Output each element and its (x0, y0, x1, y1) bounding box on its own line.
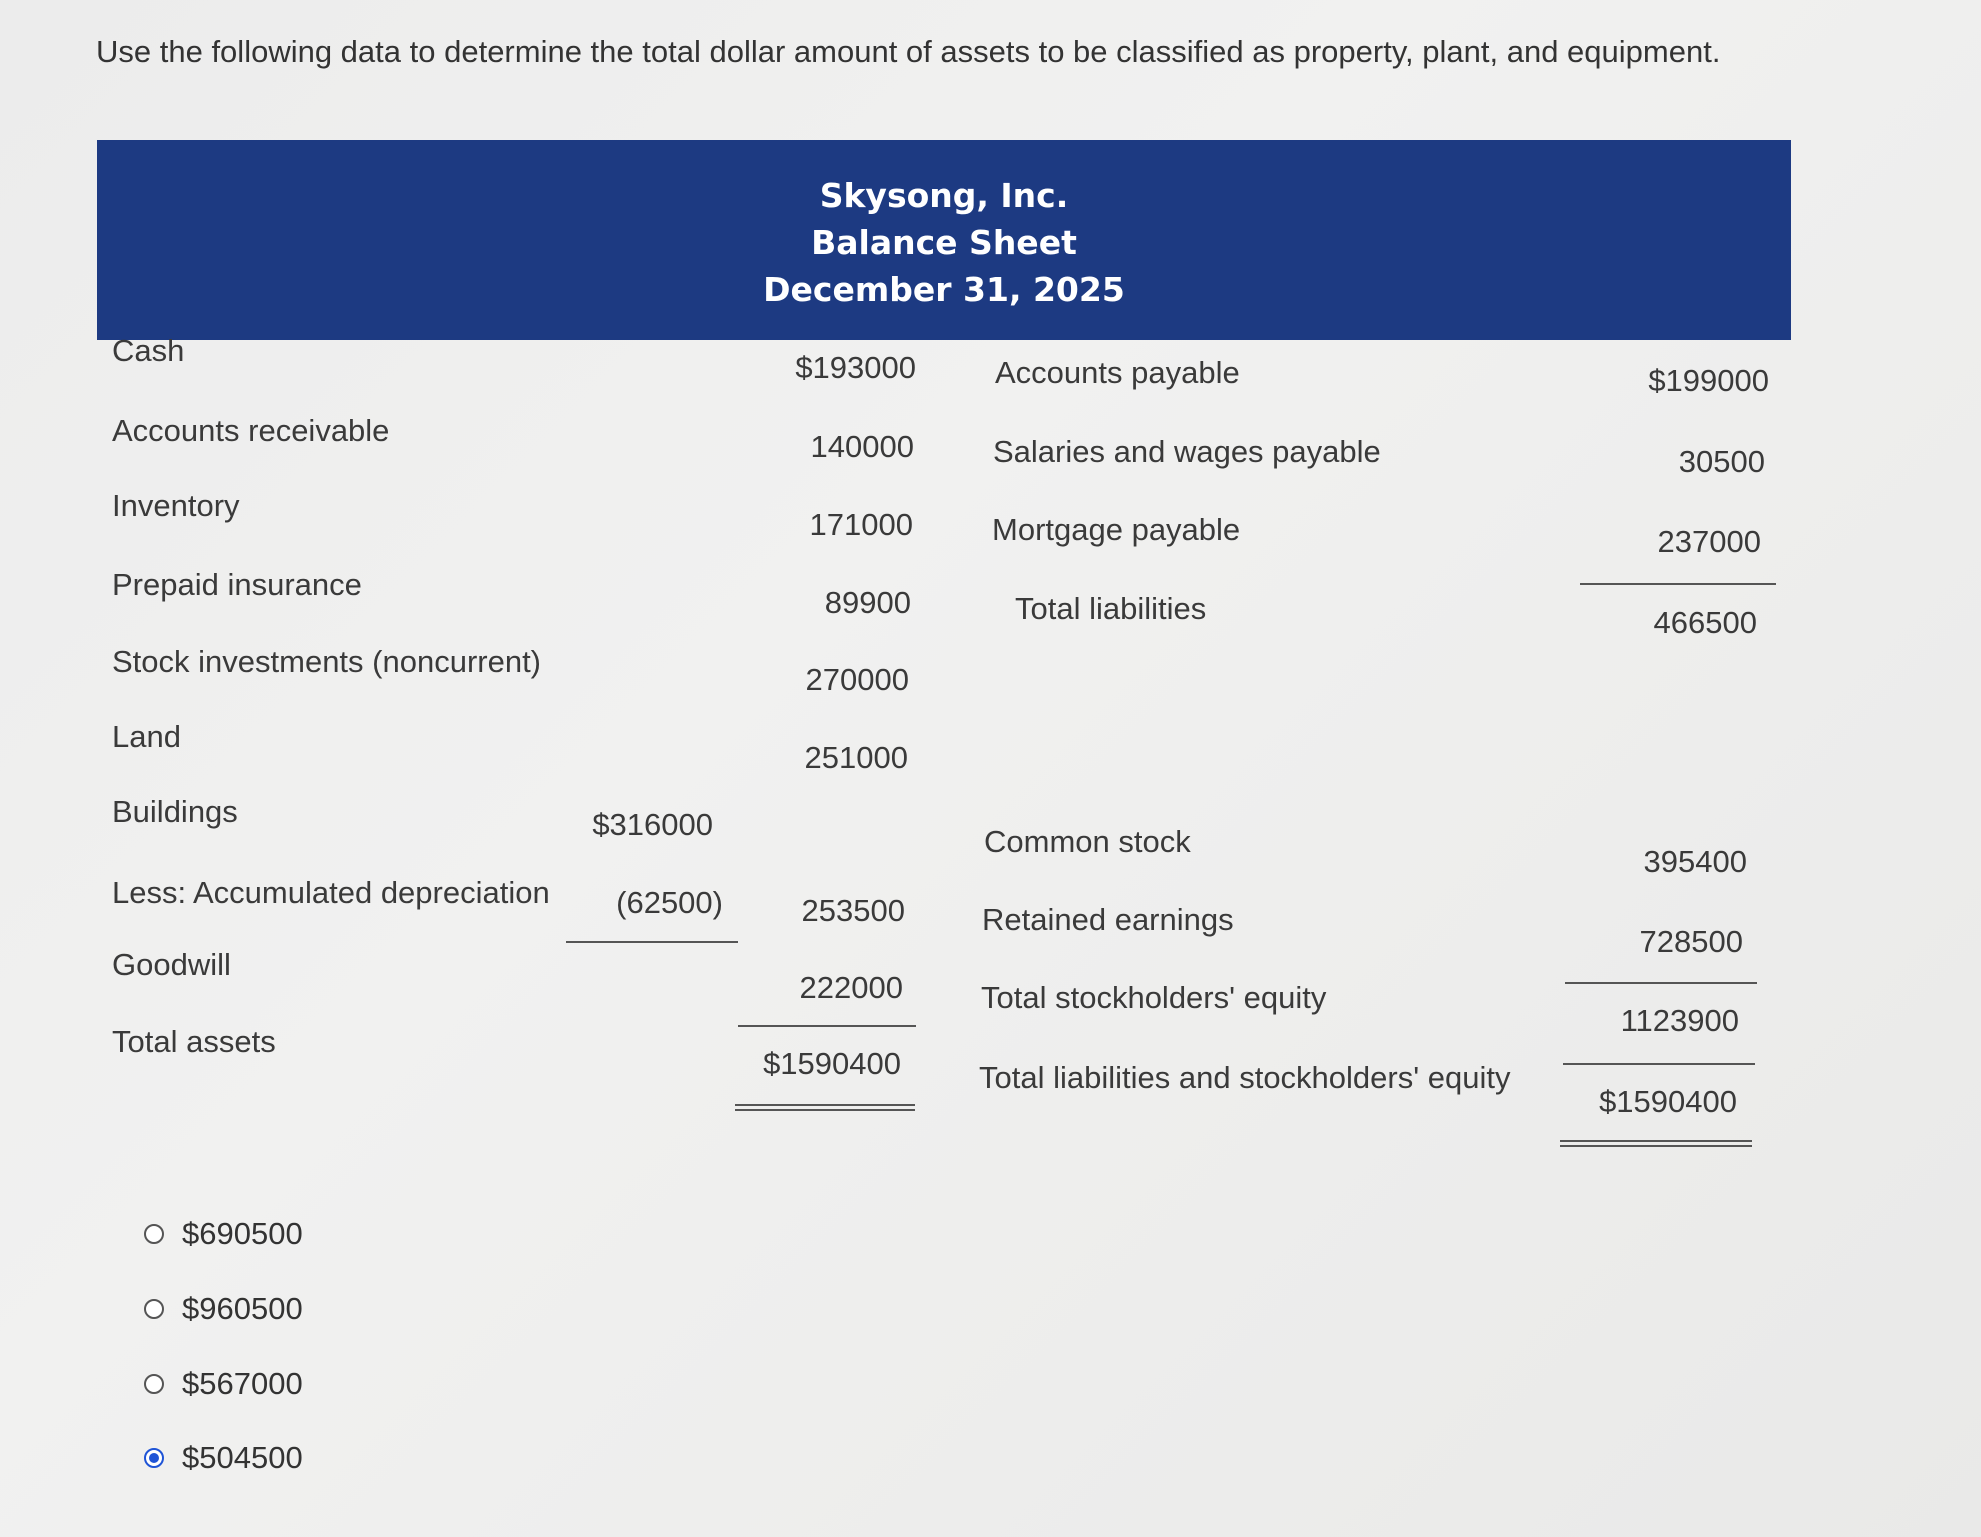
salaries-payable-value: 30500 (1678, 444, 1765, 479)
statement-date: December 31, 2025 (763, 270, 1125, 309)
total-liabilities-label: Total liabilities (1015, 591, 1207, 626)
buildings-value: $316000 (592, 807, 713, 842)
cash-value: $193000 (795, 350, 916, 385)
radio-selected-icon[interactable] (144, 1448, 164, 1468)
prepaid-label: Prepaid insurance (112, 567, 362, 602)
prepaid-value: 89900 (824, 585, 911, 620)
inventory-label: Inventory (112, 488, 240, 523)
stock-investments-value: 270000 (805, 662, 909, 697)
accounts-payable-label: Accounts payable (995, 355, 1240, 390)
goodwill-label: Goodwill (112, 947, 231, 982)
total-assets-value: $1590400 (763, 1046, 901, 1081)
accounts-payable-value: $199000 (1648, 363, 1769, 398)
total-equity-value: 1123900 (1620, 1003, 1739, 1038)
accum-dep-label: Less: Accumulated depreciation (112, 875, 550, 910)
retained-earnings-value: 728500 (1639, 924, 1743, 959)
radio-button-icon[interactable] (144, 1374, 164, 1394)
buildings-label: Buildings (112, 794, 238, 829)
cash-label: Cash (112, 333, 185, 368)
land-label: Land (112, 719, 181, 754)
salaries-payable-label: Salaries and wages payable (993, 434, 1381, 469)
stock-investments-label: Stock investments (noncurrent) (112, 644, 542, 679)
statement-title: Balance Sheet (811, 223, 1077, 262)
total-assets-double-rule (735, 1104, 915, 1111)
buildings-net-value: 253500 (801, 893, 905, 928)
goodwill-value: 222000 (799, 970, 903, 1005)
option-4[interactable] (144, 1440, 303, 1476)
common-stock-label: Common stock (984, 824, 1191, 859)
inventory-value: 171000 (809, 507, 913, 542)
balance-sheet-header (97, 140, 1791, 340)
option-2-label: $960500 (182, 1291, 303, 1326)
option-4-label: $504500 (182, 1440, 303, 1475)
total-liab-equity-label: Total liabilities and stockholders' equity (979, 1060, 1511, 1095)
total-assets-label: Total assets (112, 1024, 276, 1059)
mortgage-payable-label: Mortgage payable (992, 512, 1241, 547)
company-name: Skysong, Inc. (819, 176, 1069, 215)
buildings-subtotal-rule (566, 941, 738, 943)
liabilities-rule (1580, 583, 1776, 585)
land-value: 251000 (804, 740, 908, 775)
accum-dep-value: (62500) (616, 885, 723, 920)
goodwill-rule (738, 1025, 916, 1027)
option-3-label: $567000 (182, 1366, 303, 1401)
option-1[interactable] (144, 1216, 303, 1252)
total-liabilities-value: 466500 (1653, 605, 1757, 640)
option-1-label: $690500 (182, 1216, 303, 1251)
retained-earnings-label: Retained earnings (982, 902, 1234, 937)
common-stock-value: 395400 (1643, 844, 1747, 879)
total-liab-equity-double-rule (1560, 1140, 1752, 1147)
ar-value: 140000 (810, 429, 914, 464)
radio-button-icon[interactable] (144, 1224, 164, 1244)
ar-label: Accounts receivable (112, 413, 390, 448)
total-equity-label: Total stockholders' equity (981, 980, 1327, 1015)
question-text: Use the following data to determine the total dollar amount of assets to be classified as property, plant, and equipment. (96, 34, 1721, 69)
option-3[interactable] (144, 1366, 303, 1402)
option-2[interactable] (144, 1291, 303, 1327)
radio-button-icon[interactable] (144, 1299, 164, 1319)
total-equity-rule (1563, 1063, 1755, 1065)
mortgage-payable-value: 237000 (1657, 524, 1761, 559)
equity-rule (1565, 982, 1757, 984)
total-liab-equity-value: $1590400 (1599, 1084, 1737, 1119)
